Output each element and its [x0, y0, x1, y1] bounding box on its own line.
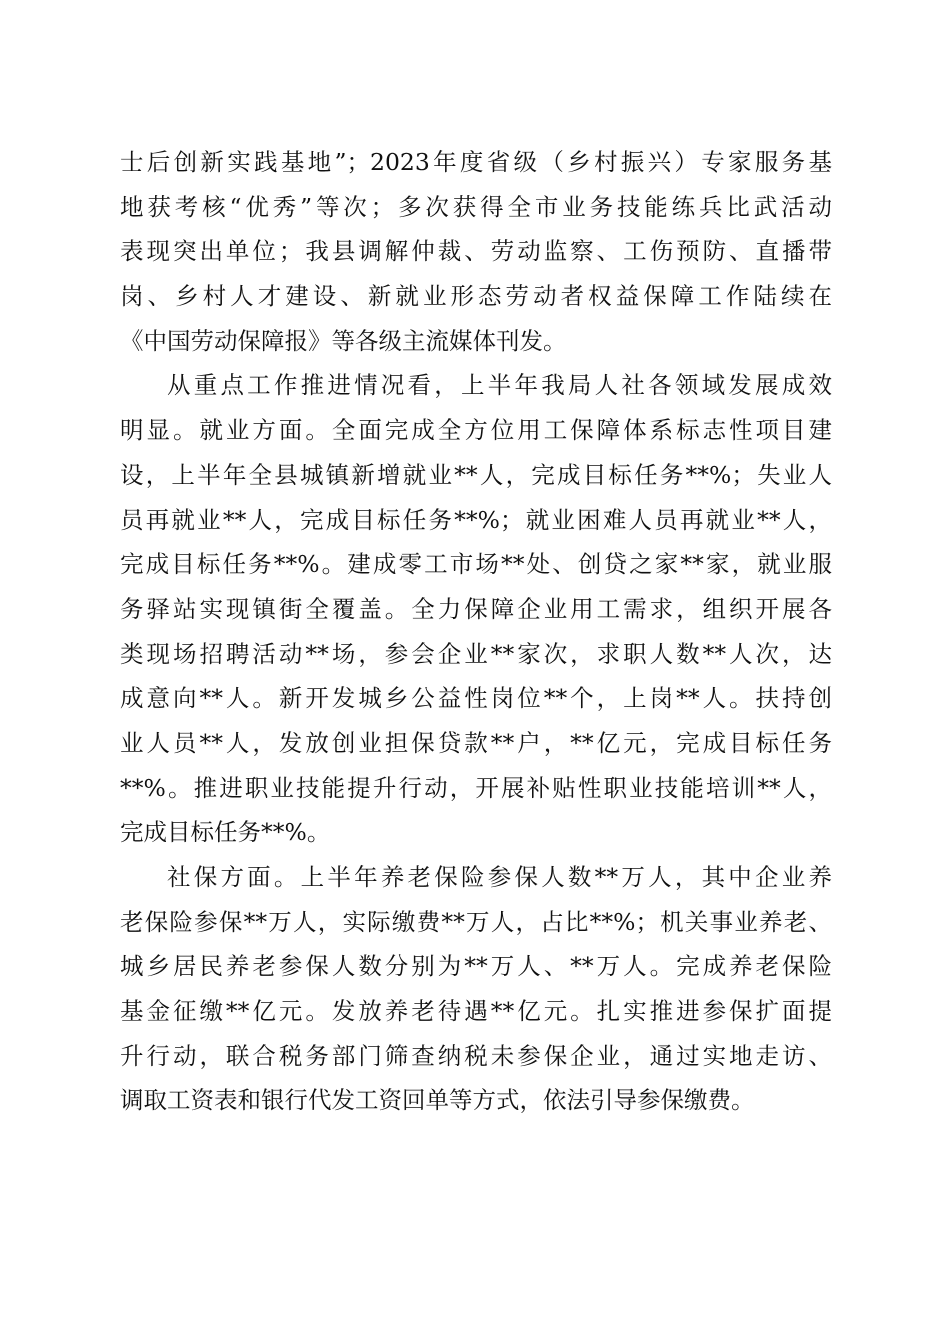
- text-line: 《中国劳动保障报》等各级主流媒体刊发。: [120, 326, 567, 355]
- text-line: 表现突出单位；我县调解仲裁、劳动监察、工伤预防、直播带: [120, 237, 832, 266]
- text-line: 成意向**人。新开发城乡公益性岗位**个，上岗**人。扶持创: [120, 684, 832, 713]
- document-body: [120, 140, 832, 1123]
- paragraph-honors: [120, 140, 832, 363]
- text-line: **%。推进职业技能提升行动，开展补贴性职业技能培训**人，: [120, 773, 832, 802]
- text-line: 地获考核“优秀”等次；多次获得全市业务技能练兵比武活动: [120, 192, 832, 221]
- text-line: 设，上半年全县城镇新增就业**人，完成目标任务**%；失业人: [120, 460, 832, 489]
- text-line: 调取工资表和银行代发工资回单等方式，依法引导参保缴费。: [120, 1086, 755, 1115]
- paragraph-social-security: [120, 855, 832, 1123]
- text-line: 社保方面。上半年养老保险参保人数**万人，其中企业养: [167, 863, 832, 891]
- text-line: 类现场招聘活动**场，参会企业**家次，求职人数**人次，达: [120, 639, 832, 668]
- text-line: 业人员**人，发放创业担保贷款**户，**亿元，完成目标任务: [120, 728, 832, 757]
- text-line: 明显。就业方面。全面完成全方位用工保障体系标志性项目建: [120, 416, 832, 445]
- text-line: 升行动，联合税务部门筛查纳税未参保企业，通过实地走访、: [120, 1041, 832, 1070]
- text-line: 岗、乡村人才建设、新就业形态劳动者权益保障工作陆续在: [120, 282, 832, 311]
- text-line: 员再就业**人，完成目标任务**%；就业困难人员再就业**人，: [120, 505, 832, 534]
- text-line: 完成目标任务**%。建成零工市场**处、创贷之家**家，就业服: [120, 550, 832, 579]
- text-line: 完成目标任务**%。: [120, 818, 331, 847]
- text-line: 基金征缴**亿元。发放养老待遇**亿元。扎实推进参保扩面提: [120, 997, 832, 1026]
- paragraph-employment: [120, 363, 832, 855]
- text-line: 务驿站实现镇街全覆盖。全力保障企业用工需求，组织开展各: [120, 594, 832, 623]
- text-line: 老保险参保**万人，实际缴费**万人，占比**%；机关事业养老、: [120, 907, 832, 936]
- text-line: 从重点工作推进情况看，上半年我局人社各领域发展成效: [167, 371, 832, 400]
- text-line: 城乡居民养老参保人数分别为**万人、**万人。完成养老保险: [120, 952, 832, 981]
- text-line: 士后创新实践基地”；2023年度省级（乡村振兴）专家服务基: [120, 148, 832, 176]
